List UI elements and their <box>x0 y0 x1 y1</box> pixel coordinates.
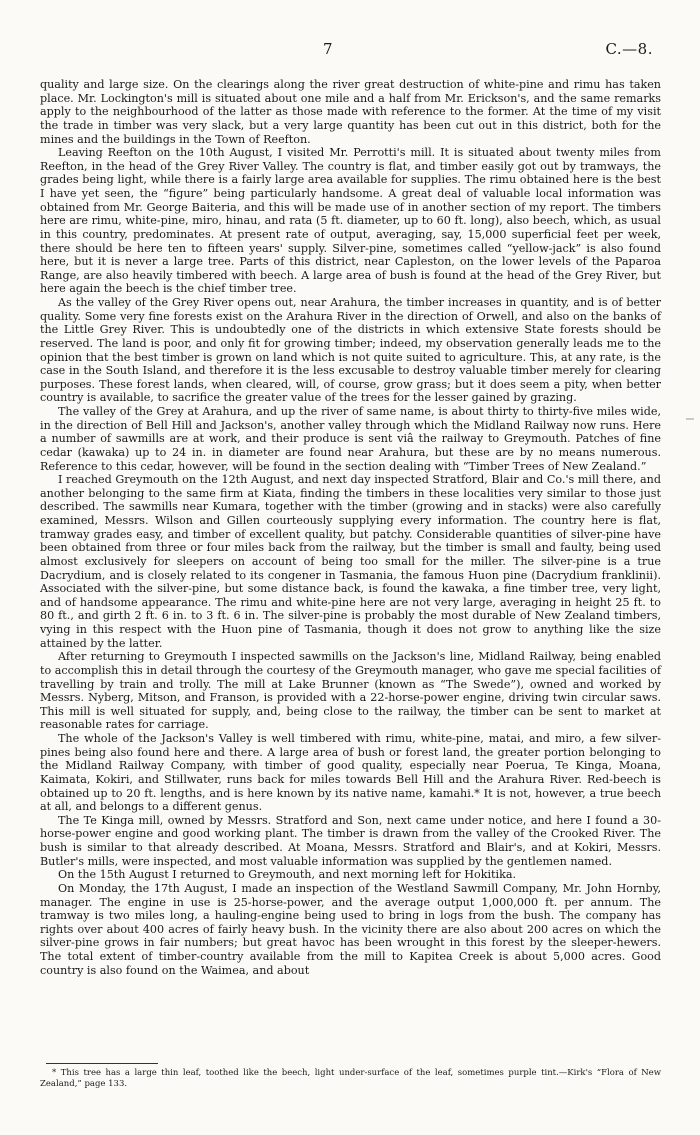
footnote-divider <box>46 1063 158 1064</box>
margin-mark <box>686 418 694 420</box>
paragraph: The Te Kinga mill, owned by Messrs. Stratford and Son, next came under notice, and here I found a 30-horse-power engine and good working plant. The timber is drawn from the valley of the Crooked River. The bush is similar to that already described. At Moana, Messrs. Stratford and Blair's, and at Kokiri, Messrs. Butler's mills, were inspected, and most valuable information was supplied by the gentlemen named. <box>40 813 661 868</box>
paragraph: I reached Greymouth on the 12th August, and next day inspected Stratford, Blair and Co.'s mill there, and another belonging to the same firm at Kiata, finding the timbers in these localities very similar to those just described. The sawmills near Kumara, together with the timber (growing and in stacks) were also carefully examined, Messrs. Wilson and Gillen courteously supplying every information. The country here is flat, tramway grades easy, and timber of excellent quality, but patchy. Considerable quantities of silver-pine have been obtained from three or four miles back from the railway, but the timber is small and faulty, being used almost exclusively for sleepers on account of being too small for the miller. The silver-pine is a true Dacrydium, and is closely related to its congener in Tasmania, the famous Huon pine (Dacrydium franklinii). Associated with the silver-pine, but some distance back, is found the kawaka, a fine timber tree, very light, and of handsome appearance. The rimu and white-pine here are not very large, averaging in height 25 ft. to 80 ft., and girth 2 ft. 6 in. to 3 ft. 6 in. The silver-pine is probably the most durable of New Zealand timbers, vying in this respect with the Huon pine of Tasmania, though it does not grow to anything like the size attained by the latter. <box>40 473 661 650</box>
paragraph: quality and large size. On the clearings along the river great destruction of white-pine and rimu has taken place. Mr. Lockington's mill is situated about one mile and a half from Mr. Erickson's, and the same remarks apply to the neighbourhood of the latter as those made with reference to the former. At the time of my visit the trade in timber was very slack, but a very large quantity has been cut out in this district, both for the mines and the buildings in the Town of Reefton. <box>40 78 661 146</box>
document-reference: C.—8. <box>605 40 653 58</box>
page-header <box>0 40 700 64</box>
paragraph: Leaving Reefton on the 10th August, I visited Mr. Perrotti's mill. It is situated about twenty miles from Reefton, in the head of the Grey River Valley. The country is flat, and timber easily got out by tramways, the grades being light, while there is a fairly large area available for supplies. The rimu obtained here is the best I have yet seen, the “figure” being particularly handsome. A great deal of valuable local information was obtained from Mr. George Baiteria, and this will be made use of in another section of my report. The timbers here are rimu, white-pine, miro, hinau, and rata (5 ft. diameter, up to 60 ft. long), also beech, which, as usual in this country, predominates. At present rate of output, averaging, say, 15,000 superficial feet per week, there should be here ten to fifteen years' supply. Silver-pine, sometimes called “yellow-jack” is also found here, but it is never a large tree. Parts of this district, near Capleston, on the lower levels of the Paparoa Range, are also heavily timbered with beech. A large area of bush is found at the head of the Grey River, but here again the beech is the chief timber tree. <box>40 146 661 296</box>
body-text <box>40 78 661 977</box>
paragraph: After returning to Greymouth I inspected sawmills on the Jackson's line, Midland Railway, being enabled to accomplish this in detail through the courtesy of the Greymouth manager, who gave me special facilities of travelling by train and trolly. The mill at Lake Brunner (known as “The Swede”), owned and worked by Messrs. Nyberg, Mitson, and Franson, is provided with a 22-horse-power engine, driving twin circular saws. This mill is well situated for supply, and, being close to the railway, the timber can be sent to market at reasonable rates for carriage. <box>40 650 661 732</box>
footnote: * This tree has a large thin leaf, toothed like the beech, light under-surface of the leaf, sometimes purple tint.—Kirk's “Flora of New Zealand,” page 133. <box>40 1068 661 1089</box>
paragraph: The valley of the Grey at Arahura, and up the river of same name, is about thirty to thirty-five miles wide, in the direction of Bell Hill and Jackson's, another valley through which the Midland Railway now runs. Here a number of sawmills are at work, and their produce is sent viâ the railway to Greymouth. Patches of fine cedar (kawaka) up to 24 in. in diameter are found near Arahura, but these are by no means numerous. Reference to this cedar, however, will be found in the section dealing with “Timber Trees of New Zealand.” <box>40 405 661 473</box>
page-number: 7 <box>323 40 333 58</box>
paragraph: The whole of the Jackson's Valley is well timbered with rimu, white-pine, matai, and miro, a few silver-pines being also found here and there. A large area of bush or forest land, the greater portion belonging to the Midland Railway Company, with timber of good quality, especially near Poerua, Te Kinga, Moana, Kaimata, Kokiri, and Stillwater, runs back for miles towards Bell Hill and the Arahura River. Red-beech is obtained up to 20 ft. lengths, and is here known by its native name, kamahi.* It is not, however, a true beech at all, and belongs to a different genus. <box>40 732 661 814</box>
paragraph: As the valley of the Grey River opens out, near Arahura, the timber increases in quantity, and is of better quality. Some very fine forests exist on the Arahura River in the direction of Orwell, and also on the banks of the Little Grey River. This is undoubtedly one of the districts in which extensive State forests should be reserved. The land is poor, and only fit for growing timber; indeed, my observation generally leads me to the opinion that the best timber is grown on land which is not quite suited to agriculture. This, at any rate, is the case in the South Island, and therefore it is the less excusable to destroy valuable timber merely for clearing purposes. These forest lands, when cleared, will, of course, grow grass; but it does seem a pity, when better country is available, to sacrifice the greater value of the trees for the lesser gained by grazing. <box>40 296 661 405</box>
paragraph: On the 15th August I returned to Greymouth, and next morning left for Hokitika. <box>58 868 517 882</box>
paragraph: On Monday, the 17th August, I made an inspection of the Westland Sawmill Company, Mr. John Hornby, manager. The engine in use is 25-horse-power, and the average output 1,000,000 ft. per annum. The tramway is two miles long, a hauling-engine being used to bring in logs from the bush. The company has rights over about 400 acres of fairly heavy bush. In the vicinity there are also about 200 acres on which the silver-pine grows in fair numbers; but great havoc has been wrought in this forest by the sleeper-hewers. The total extent of timber-country available from the mill to Kapitea Creek is about 5,000 acres. Good country is also found on the Waimea, and about <box>40 881 661 977</box>
